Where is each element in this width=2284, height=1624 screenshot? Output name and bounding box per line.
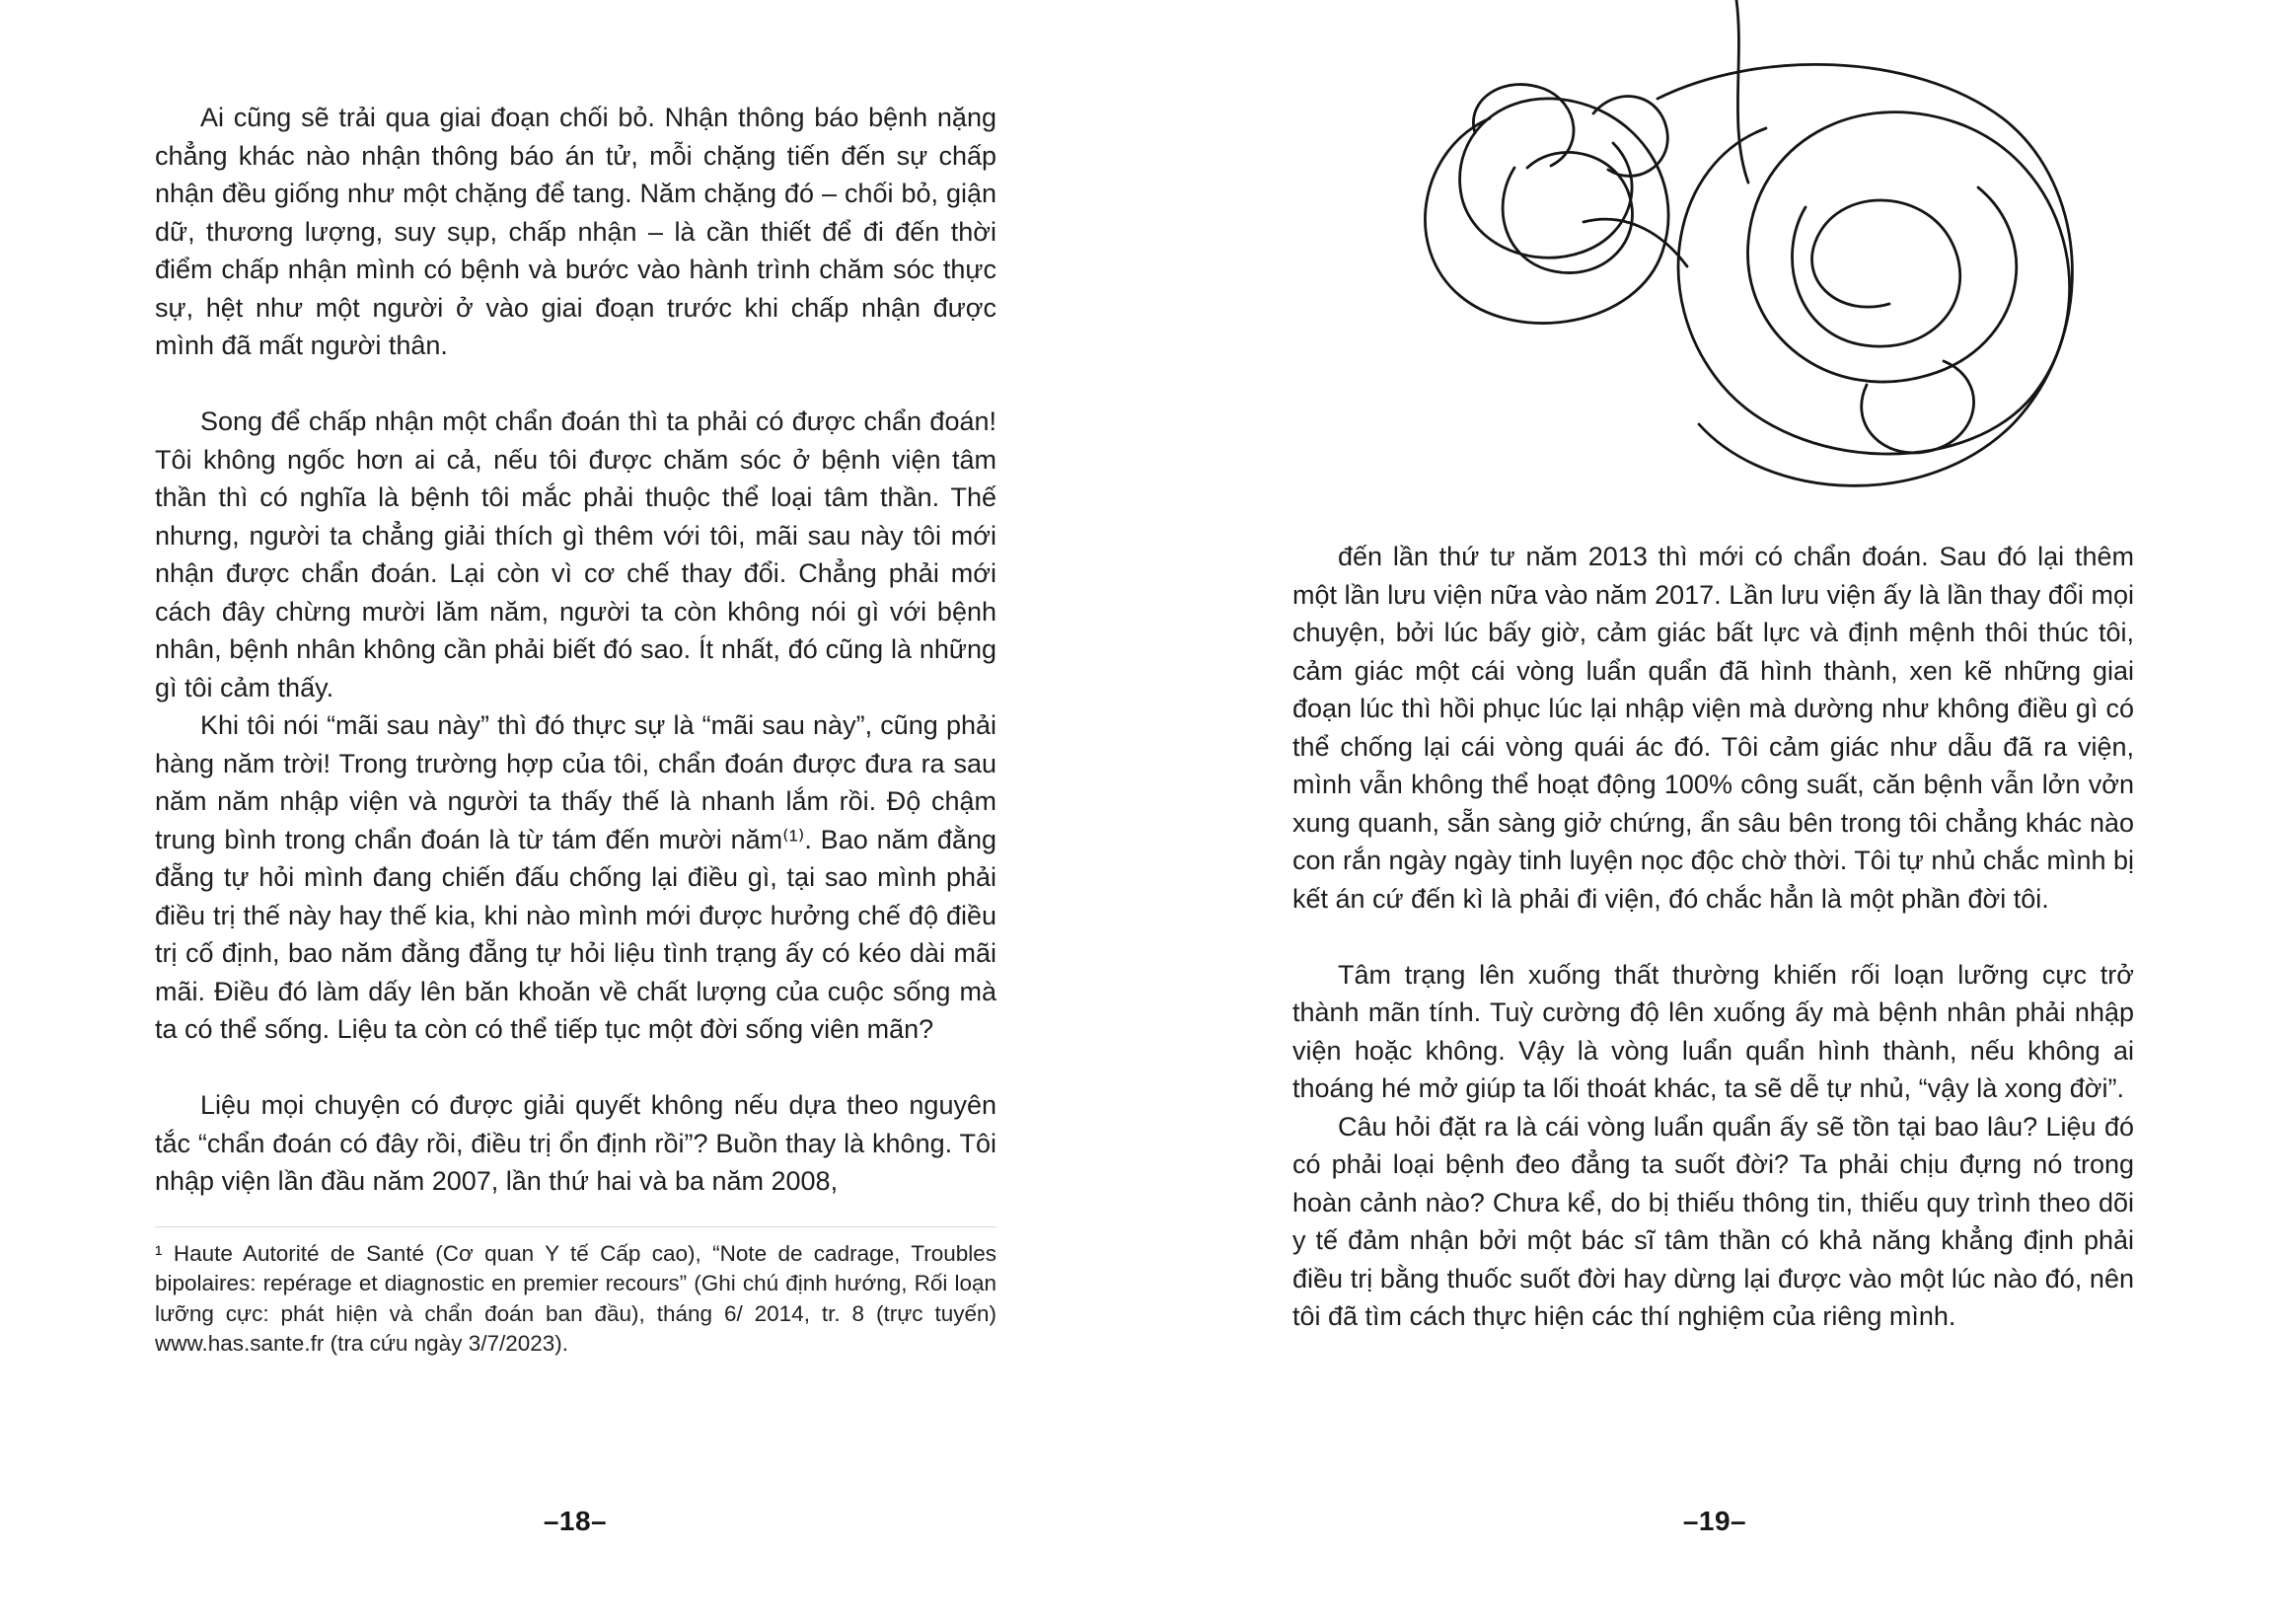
scribble-drawing	[1381, 0, 2101, 513]
page-number-right: –19–	[1682, 1506, 1747, 1536]
paragraph-6: Tâm trạng lên xuống thất thường khiến rối loạn lưỡng cực trở thành mãn tính. Tuỳ cường độ lên xuống ấy mà bệnh nhân phải nhập viện hoặc không. Vậy là vòng luẩn quẩn hình thành, nếu không ai thoáng hé mở giúp ta lối thoát khác, ta sẽ dễ tự nhủ, “vậy là xong đời”.	[1292, 959, 2134, 1103]
page-number-left: –18–	[543, 1506, 608, 1536]
paragraph-2: Song để chấp nhận một chẩn đoán thì ta phải có được chẩn đoán! Tôi không ngốc hơn ai cả, nếu tôi được chăm sóc ở bệnh viện tâm thần thì có nghĩa là bệnh tôi mắc phải thuộc thể loại tâm thần. Thế nhưng, người ta chẳng giải thích gì thêm với tôi, mãi sau này tôi mới nhận được chẩn đoán. Lại còn vì cơ chế thay đổi. Chẳng phải mới cách đây chừng mười lăm năm, người ta còn không nói gì với bệnh nhân, bệnh nhân không cần phải biết đó sao. Ít nhất, đó cũng là những gì tôi cảm thấy.	[155, 406, 996, 702]
footnote-divider	[155, 1226, 996, 1227]
paragraph-7: Câu hỏi đặt ra là cái vòng luẩn quẩn ấy sẽ tồn tại bao lâu? Liệu đó có phải loại bệnh đeo đẳng ta suốt đời? Ta phải chịu đựng nó trong hoàn cảnh nào? Chưa kể, do bị thiếu thông tin, thiếu quy trình theo dõi y tế đảm nhận bởi một bác sĩ tâm thần có khả năng khẳng định phải điều trị bằng thuốc suốt đời hay dừng lại được vào một lúc nào đó, nên tôi đã tìm cách thực hiện các thí nghiệm của riêng mình.	[1292, 1111, 2134, 1331]
paragraph-5: đến lần thứ tư năm 2013 thì mới có chẩn đoán. Sau đó lại thêm một lần lưu viện nữa vào năm 2017. Lần lưu viện ấy là lần thay đổi mọi chuyện, bởi lúc bấy giờ, cảm giác bất lực và định mệnh thôi thúc tôi, cảm giác một cái vòng luẩn quẩn đã hình thành, xen kẽ những giai đoạn lúc thì hồi phục lúc lại nhập viện mà dường như không điều gì có thể chống lại cái vòng quái ác đó. Tôi cảm giác như dẫu đã ra viện, mình vẫn không thể hoạt động 100% công suất, căn bệnh vẫn lởn vởn xung quanh, sẵn sàng giở chứng, ẩn sâu bên trong tôi chẳng khác nào con rắn ngày ngày tinh luyện nọc độc chờ thời. Tôi tự nhủ chắc mình bị kết án cứ đến kì là phải đi viện, đó chắc hẳn là một phần đời tôi.	[1292, 542, 2134, 914]
paragraph-1: Ai cũng sẽ trải qua giai đoạn chối bỏ. Nhận thông báo bệnh nặng chẳng khác nào nhận thông báo án tử, mỗi chặng tiến đến sự chấp nhận đều giống như một chặng để tang. Năm chặng đó – chối bỏ, giận dữ, thương lượng, suy sụp, chấp nhận – là cần thiết để đi đến thời điểm chấp nhận mình có bệnh và bước vào hành trình chăm sóc thực sự, hệt như một người ở vào giai đoạn trước khi chấp nhận được mình đã mất người thân.	[155, 103, 996, 360]
paragraph-4: Liệu mọi chuyện có được giải quyết không nếu dựa theo nguyên tắc “chẩn đoán có đây rồi, điều trị ổn định rồi”? Buồn thay là không. Tôi nhập viện lần đầu năm 2007, lần thứ hai và ba năm 2008,	[155, 1090, 996, 1196]
left-text-column	[155, 99, 996, 1360]
footnote: ¹ Haute Autorité de Santé (Cơ quan Y tế Cấp cao), “Note de cadrage, Troubles bipolaires: repérage et diagnostic en premier recours” (Ghi chú định hướng, Rối loạn lưỡng cực: phát hiện và chẩn đoán ban đầu), tháng 6/ 2014, tr. 8 (trực tuyến) www.has.sante.fr (tra cứu ngày 3/7/2023).	[155, 1240, 996, 1356]
right-text-column	[1292, 538, 2134, 1336]
paragraph-3: Khi tôi nói “mãi sau này” thì đó thực sự là “mãi sau này”, cũng phải hàng năm trời! Trong trường hợp của tôi, chẩn đoán được đưa ra sau năm năm nhập viện và người ta thấy thế là nhanh lắm rồi. Độ chậm trung bình trong chẩn đoán là từ tám đến mười năm⁽¹⁾. Bao năm đằng đẵng tự hỏi mình đang chiến đấu chống lại điều gì, tại sao mình phải điều trị thế này hay thế kia, khi nào mình mới được hưởng chế độ điều trị cố định, bao năm đằng đẵng tự hỏi liệu tình trạng ấy có kéo dài mãi mãi. Điều đó làm dấy lên băn khoăn về chất lượng của cuộc sống mà ta có thể sống. Liệu ta còn có thể tiếp tục một đời sống viên mãn?	[155, 710, 996, 1044]
